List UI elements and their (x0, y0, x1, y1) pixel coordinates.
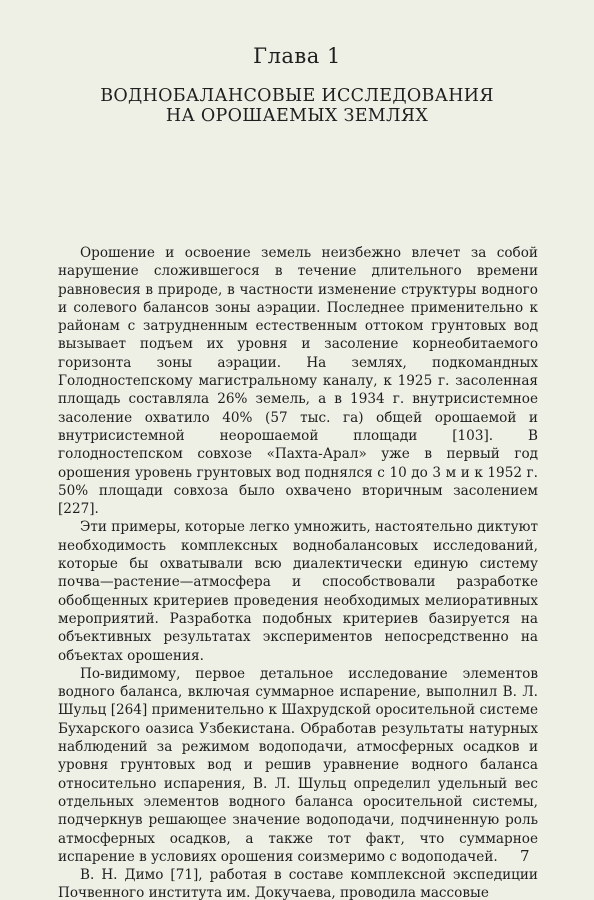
chapter-label: Глава 1 (253, 44, 341, 68)
chapter-title-line: ВОДНОБАЛАНСОВЫЕ ИССЛЕДОВАНИЯ (100, 86, 494, 106)
paragraph: Эти примеры, которые легко умножить, настоятельно диктуют необходимость комплексных воднобалансовых исследований, которые бы охватывали всю диалектически единую систему почва—растение—атмосфера и способствовали разработке обобщенных критериев проведения необходимых мелиоративных мероприятий. Разработка подобных критериев базируется на объективных результатах экспериментов непосредственно на объектах орошения. (58, 519, 538, 664)
paragraph: Орошение и освоение земель неизбежно влечет за собой нарушение сложившегося в течение длительного времени равновесия в природе, в частности изменение структуры водного и солевого балансов зоны аэрации. Последнее применительно к районам с затрудненным естественным оттоком грунтовых вод вызывает подъем их уровня и засоление корнеобитаемого горизонта зоны аэрации. На землях, подкомандных Голодностепскому магистральному каналу, к 1925 г. засоленная площадь составляла 26% земель, а в 1934 г. внутрисистемное засоление охватило 40% (57 тыс. га) общей орошаемой и внутрисистемной неорошаемой площади [103]. В голодностепском совхозе «Пахта-Арал» уже в первый год орошения уровень грунтовых вод поднялся с 10 до 3 м и к 1952 г. 50% площади совхоза было охвачено вторичным засолением [227]. (58, 245, 538, 518)
page-number: 7 (520, 847, 530, 865)
body-text (58, 244, 538, 900)
paragraph: По-видимому, первое детальное исследование элементов водного баланса, включая суммарное испарение, выполнил В. Л. Шульц [264] применительно к Шахрудской оросительной системе Бухарского оазиса Узбекистана. Обработав результаты натурных наблюдений за режимом водоподачи, атмосферных осадков и уровня грунтовых вод и решив уравнение водного баланса относительно испарения, В. Л. Шульц определил удельный вес отдельных элементов водного баланса оросительной системы, подчеркнув решающее значение водоподачи, подчиненную роль атмосферных осадков, а также тот факт, что суммарное испарение в условиях орошения соизмеримо с водоподачей. (58, 665, 538, 865)
paragraph: В. Н. Димо [71], работая в составе комплексной экспедиции Почвенного института им. Докучаева, проводила массовые (58, 867, 538, 900)
chapter-title (0, 86, 594, 126)
chapter-title-line: НА ОРОШАЕМЫХ ЗЕМЛЯХ (165, 106, 429, 126)
